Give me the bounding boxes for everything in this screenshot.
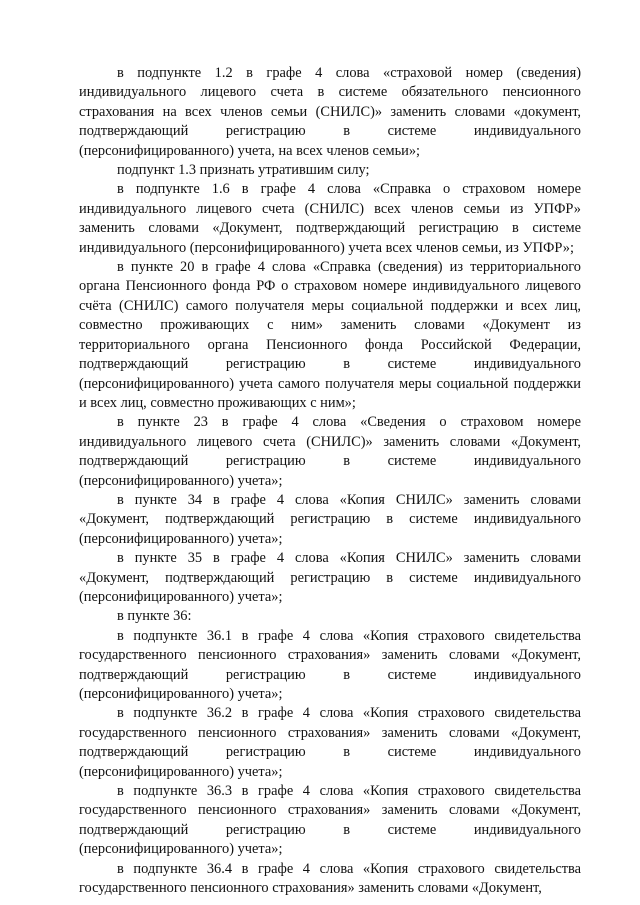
paragraph-1-3: подпункт 1.3 признать утратившим силу; (117, 162, 370, 179)
paragraph-36-3: в подпункте 36.3 в графе 4 слова «Копия страхового свидетельства государственного пенсионного страхования» заменить словами «Документ, подтверждающий регистрацию в системе индивидуального (персонифицированного) учета»; (79, 783, 581, 858)
paragraph-36-2: в подпункте 36.2 в графе 4 слова «Копия страхового свидетельства государственного пенсионного страхования» заменить словами «Документ, подтверждающий регистрацию в системе индивидуального (персонифицированного) учета»; (79, 705, 581, 780)
paragraph-1-2: в подпункте 1.2 в графе 4 слова «страховой номер (сведения) индивидуального лицевого счета в системе обязательного пенсионного страхования на всех членов семьи (СНИЛС)» заменить словами «документ, подтверждающий регистрацию в системе индивидуального (персонифицированного) учета, на всех членов семьи»; (79, 65, 581, 159)
paragraph-20: в пункте 20 в графе 4 слова «Справка (сведения) из территориального органа Пенсионного фонда РФ о страховом номере индивидуального лицевого счёта (СНИЛС) самого получателя меры социальной поддержки и всех лиц, совместно проживающих с ним» заменить словами «Документ из территориального органа Пенсионного фонда Российской Федерации, подтверждающий регистрацию в системе индивидуального (персонифицированного) учета самого получателя меры социальной поддержки и всех лиц, совместно проживающих с ним»; (79, 259, 581, 411)
paragraph-34: в пункте 34 в графе 4 слова «Копия СНИЛС» заменить словами «Документ, подтверждающий регистрацию в системе индивидуального (персонифицированного) учета»; (79, 491, 581, 547)
paragraph-36-1: в подпункте 36.1 в графе 4 слова «Копия страхового свидетельства государственного пенсионного страхования» заменить словами «Документ, подтверждающий регистрацию в системе индивидуального (персонифицированного) учета»; (79, 627, 581, 702)
paragraph-36-4: в подпункте 36.4 в графе 4 слова «Копия страхового свидетельства государственного пенсионного страхования» заменить словами «Документ, (79, 860, 581, 897)
paragraph-35: в пункте 35 в графе 4 слова «Копия СНИЛС» заменить словами «Документ, подтверждающий регистрацию в системе индивидуального (персонифицированного) учета»; (79, 550, 581, 605)
document-body (79, 64, 581, 898)
paragraph-23: в пункте 23 в графе 4 слова «Сведения о страховом номере индивидуального лицевого счета (СНИЛС)» заменить словами «Документ, подтверждающий регистрацию в системе индивидуального (персонифицированного) учета»; (79, 414, 581, 489)
paragraph-1-6: в подпункте 1.6 в графе 4 слова «Справка о страховом номере индивидуального лицевого счета (СНИЛС) всех членов семьи из УПФР» заменить словами «Документ, подтверждающий регистрацию в системе индивидуального (персонифицированного) учета всех членов семьи, из УПФР»; (79, 181, 581, 256)
paragraph-36: в пункте 36: (117, 608, 192, 625)
